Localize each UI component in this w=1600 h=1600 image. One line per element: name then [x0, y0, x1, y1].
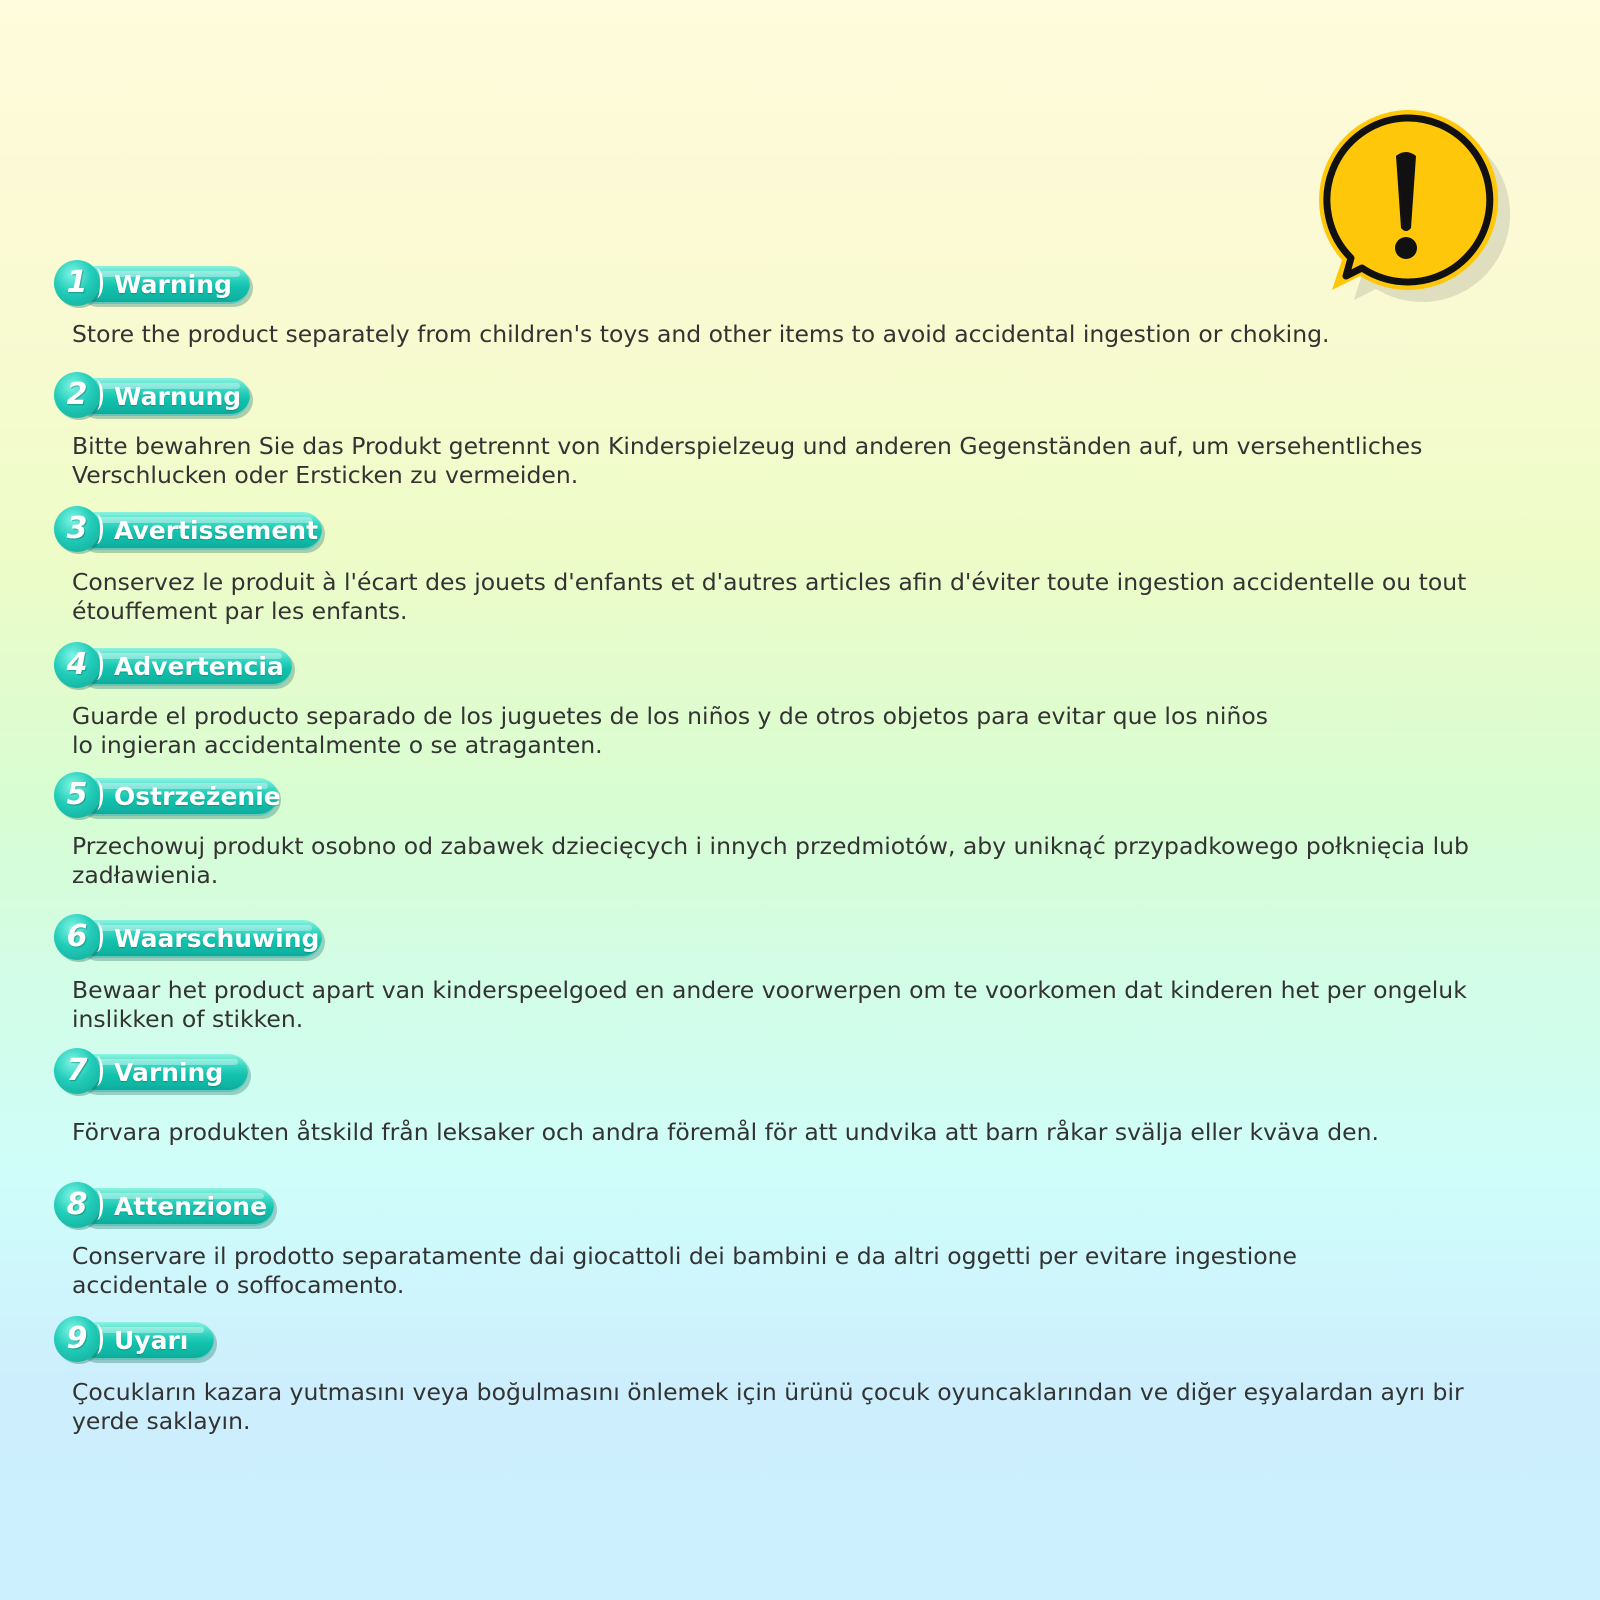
section-text: Bitte bewahren Sie das Produkt getrennt von Kinderspielzeug und anderen Gegenständen auf, um versehentliches Verschlucken oder Ersticken zu vermeiden. [72, 432, 1423, 489]
number-badge [54, 260, 100, 306]
heading-pill [76, 648, 292, 686]
section-text: Conservez le produit à l'écart des jouets d'enfants et d'autres articles afin d'éviter toute ingestion accidentelle ou tout étouffement par les enfants. [72, 568, 1467, 625]
heading-pill [76, 512, 322, 550]
heading-pill [76, 1188, 274, 1226]
heading-title: Ostrzeżenie [114, 782, 281, 811]
heading-title: Uyarı [114, 1326, 189, 1355]
number-label: 1 [66, 265, 88, 300]
number-badge [54, 506, 100, 552]
section-text: Çocukların kazara yutmasını veya boğulmasını önlemek için ürünü çocuk oyuncaklarından ve diğer eşyalardan ayrı bir yerde saklayın. [72, 1378, 1464, 1435]
number-badge [54, 372, 100, 418]
heading-title: Varning [114, 1058, 224, 1087]
heading-title: Warning [114, 270, 232, 299]
number-label: 7 [66, 1053, 88, 1088]
number-badge [54, 772, 100, 818]
number-label: 9 [66, 1321, 88, 1356]
number-label: 6 [66, 919, 88, 954]
number-label: 2 [66, 377, 88, 412]
section-text: Guarde el producto separado de los juguetes de los niños y de otros objetos para evitar que los niños lo ingieran accidentalmente o se atraganten. [72, 702, 1268, 759]
number-label: 5 [66, 777, 88, 812]
section-text: Conservare il prodotto separatamente dai giocattoli dei bambini e da altri oggetti per evitare ingestione accidentale o soffocamento. [72, 1242, 1297, 1299]
section-text: Store the product separately from children's toys and other items to avoid accidental ingestion or choking. [72, 320, 1330, 348]
section-text: Przechowuj produkt osobno od zabawek dziecięcych i innych przedmiotów, aby uniknąć przypadkowego połknięcia lub zadławienia. [72, 832, 1469, 889]
number-label: 3 [66, 511, 88, 546]
number-badge [54, 1316, 100, 1362]
number-badge [54, 642, 100, 688]
number-badge [54, 1048, 100, 1094]
heading-pill [76, 778, 281, 816]
heading-title: Warnung [114, 382, 242, 411]
heading-title: Attenzione [114, 1192, 268, 1221]
heading-pill [76, 920, 322, 958]
section-text: Bewaar het product apart van kinderspeelgoed en andere voorwerpen om te voorkomen dat kinderen het per ongeluk inslikken of stikken. [72, 976, 1467, 1033]
section-text: Förvara produkten åtskild från leksaker och andra föremål för att undvika att barn råkar svälja eller kväva den. [72, 1118, 1379, 1146]
warning-exclamation-icon [1308, 106, 1514, 306]
heading-title: Advertencia [114, 652, 284, 681]
heading-title: Avertissement [114, 516, 319, 545]
number-label: 8 [66, 1187, 88, 1222]
number-badge [54, 1182, 100, 1228]
heading-title: Waarschuwing [114, 924, 320, 953]
number-label: 4 [66, 647, 88, 682]
number-badge [54, 914, 100, 960]
